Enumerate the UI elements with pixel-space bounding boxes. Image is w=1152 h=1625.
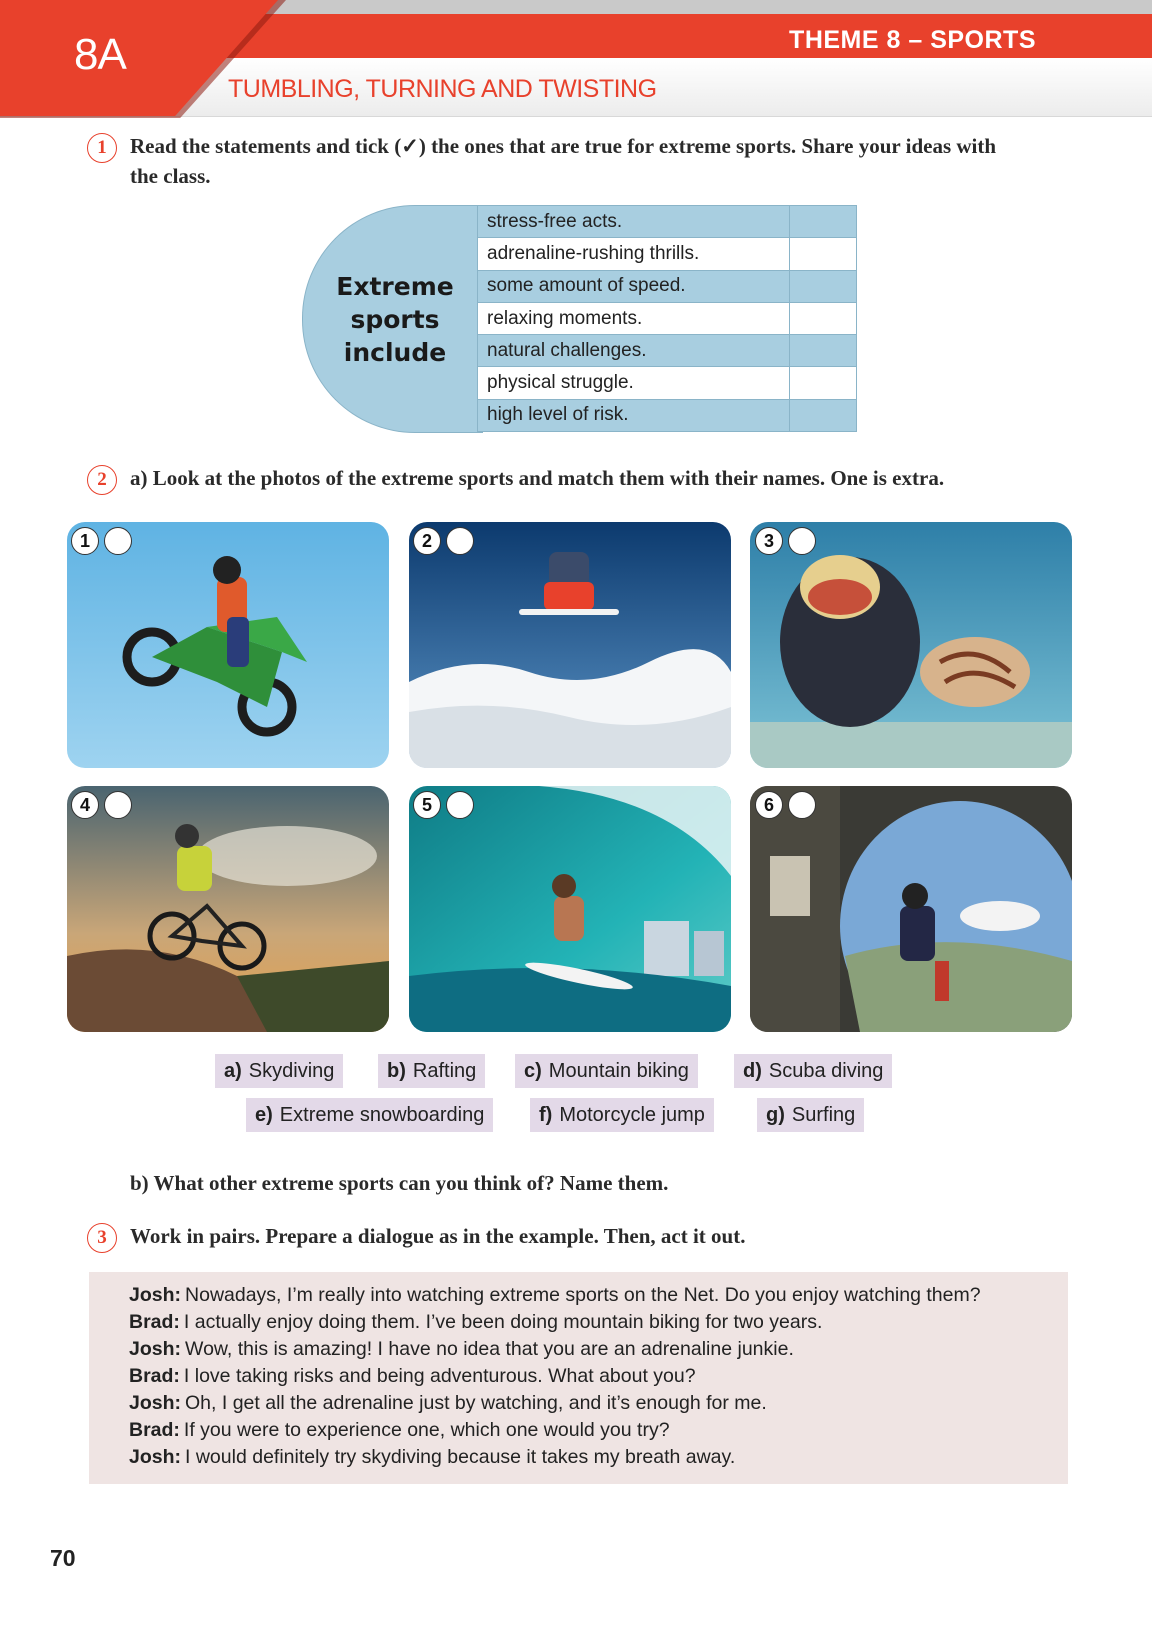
theme-title: THEME 8 – SPORTS (789, 26, 1036, 54)
photo-number: 3 (755, 527, 783, 555)
option-chip: a) Skydiving (215, 1054, 343, 1088)
answer-circle[interactable] (446, 527, 474, 555)
exercise-2a-instruction: a) Look at the photos of the extreme sports and match them with their names. One is extra. (130, 466, 945, 490)
exercise-1-instruction-line1: Read the statements and tick (✓) the ones that are true for extreme sports. Share your ideas with (130, 134, 997, 158)
surfing-photo (409, 786, 731, 1032)
option-chip: c) Mountain biking (515, 1054, 698, 1088)
statement-text: adrenaline-rushing thrills. (478, 238, 790, 270)
tick-box[interactable] (790, 367, 857, 399)
scuba-diving-photo (750, 522, 1072, 768)
dialogue-line: Brad: I actually enjoy doing them. I’ve been doing mountain biking for two years. (129, 1311, 823, 1333)
answer-circle[interactable] (446, 791, 474, 819)
dialogue-box (89, 1272, 1068, 1484)
mountain-biking-photo (67, 786, 389, 1032)
extreme-sports-label: Extreme sports include (336, 272, 454, 367)
tick-box[interactable] (790, 302, 857, 334)
statement-text: stress-free acts. (478, 206, 790, 238)
photo-number: 2 (413, 527, 441, 555)
answer-circle[interactable] (788, 527, 816, 555)
exercise-2-number: 2 (87, 465, 117, 495)
photo-number: 5 (413, 791, 441, 819)
tick-box[interactable] (790, 335, 857, 367)
exercise-3-instruction: Work in pairs. Prepare a dialogue as in the example. Then, act it out. (130, 1224, 746, 1248)
statement-row (478, 270, 857, 302)
option-chip: e) Extreme snowboarding (246, 1098, 493, 1132)
tick-box[interactable] (790, 206, 857, 238)
statement-row (478, 206, 857, 238)
photo-number: 6 (755, 791, 783, 819)
statement-row (478, 238, 857, 270)
dialogue-line: Brad: If you were to experience one, which one would you try? (129, 1419, 670, 1441)
dialogue-line: Brad: I love taking risks and being adventurous. What about you? (129, 1365, 696, 1387)
option-chip: f) Motorcycle jump (530, 1098, 714, 1132)
statement-row (478, 302, 857, 334)
unit-code: 8A (74, 30, 126, 79)
tick-box[interactable] (790, 238, 857, 270)
statement-row (478, 335, 857, 367)
statements-table (477, 205, 857, 432)
statement-text: physical struggle. (478, 367, 790, 399)
exercise-1-instruction-line2: the class. (130, 164, 211, 188)
exercise-2b-instruction: b) What other extreme sports can you think of? Name them. (130, 1171, 669, 1195)
exercise-1-number: 1 (87, 133, 117, 163)
statement-text: high level of risk. (478, 399, 790, 431)
dialogue-line: Josh: Oh, I get all the adrenaline just by watching, and it’s enough for me. (129, 1392, 767, 1414)
statement-row (478, 399, 857, 431)
motorcycle-jump-photo (67, 522, 389, 768)
option-chip: g) Surfing (757, 1098, 864, 1132)
dialogue-line: Josh: Nowadays, I’m really into watching extreme sports on the Net. Do you enjoy watching them? (129, 1284, 981, 1306)
photo-number: 1 (71, 527, 99, 555)
option-chip: b) Rafting (378, 1054, 485, 1088)
statement-row (478, 367, 857, 399)
statement-text: natural challenges. (478, 335, 790, 367)
answer-circle[interactable] (788, 791, 816, 819)
dialogue-line: Josh: I would definitely try skydiving because it takes my breath away. (129, 1446, 736, 1468)
dialogue-line: Josh: Wow, this is amazing! I have no idea that you are an adrenaline junkie. (129, 1338, 794, 1360)
answer-circle[interactable] (104, 527, 132, 555)
option-chip: d) Scuba diving (734, 1054, 892, 1088)
skydiving-photo (750, 786, 1072, 1032)
page-number: 70 (50, 1545, 76, 1571)
tick-box[interactable] (790, 399, 857, 431)
statement-text: relaxing moments. (478, 302, 790, 334)
tick-box[interactable] (790, 270, 857, 302)
answer-circle[interactable] (104, 791, 132, 819)
photo-number: 4 (71, 791, 99, 819)
statement-text: some amount of speed. (478, 270, 790, 302)
lesson-title: TUMBLING, TURNING AND TWISTING (228, 75, 657, 103)
snowboarding-photo (409, 522, 731, 768)
exercise-3-number: 3 (87, 1223, 117, 1253)
